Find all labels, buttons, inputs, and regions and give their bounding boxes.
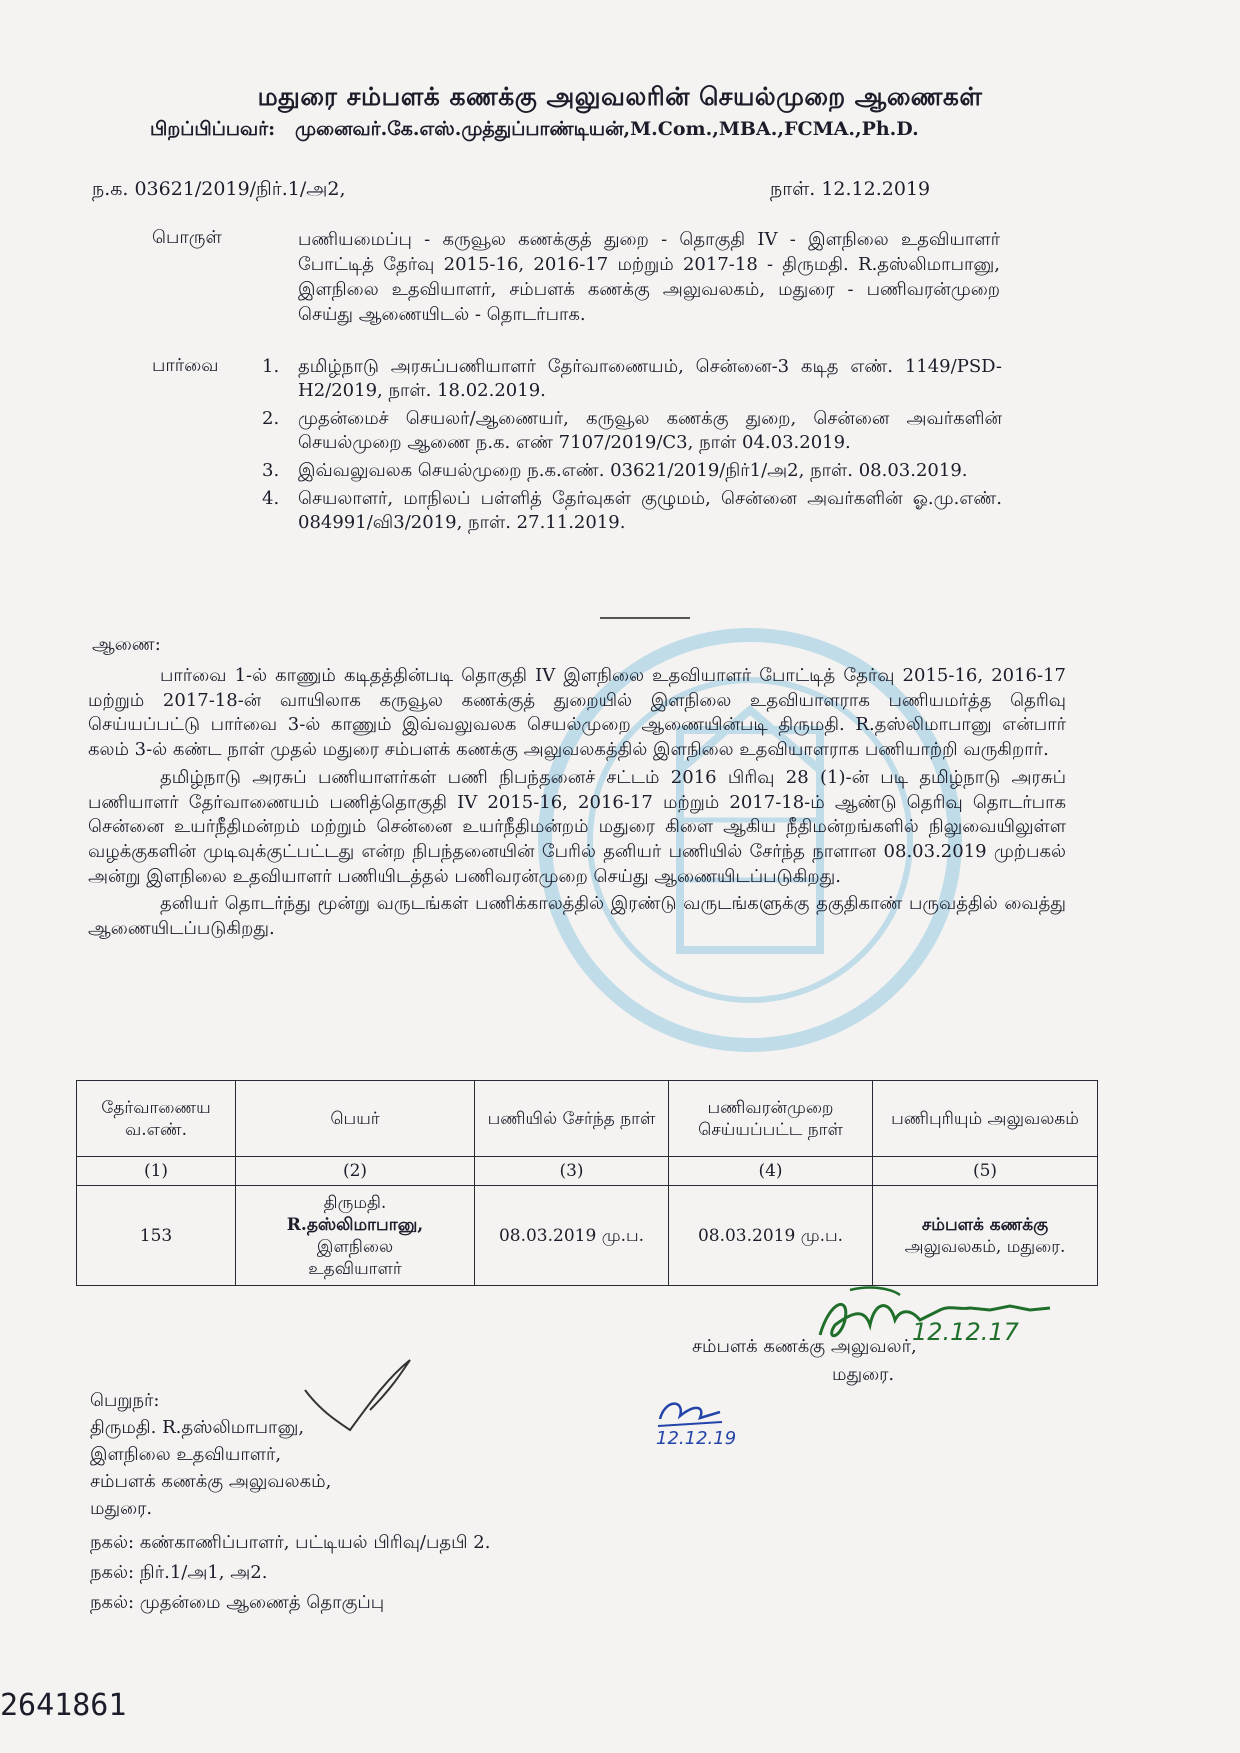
- copy-line: நகல்: நிர்.1/அ1, அ2.: [90, 1562, 268, 1583]
- header-regularised: பணிவரன்முறை செய்யப்பட்ட நாள்: [669, 1081, 873, 1157]
- header-office: பணிபுரியும் அலுவலகம்: [873, 1081, 1098, 1157]
- document-heading: மதுரை சம்பளக் கணக்கு அலுவலரின் செயல்முறை ஆணைகள்: [257, 82, 983, 111]
- col-number: (2): [236, 1157, 475, 1186]
- recipient-label: பெறுநர்:: [90, 1390, 160, 1411]
- table-colnum-row: [77, 1157, 1098, 1186]
- subject-label: பொருள்: [152, 227, 222, 248]
- col-number: (3): [475, 1157, 669, 1186]
- cell-name: திருமதி. R.தஸ்லிமாபானு, இளநிலை உதவியாளர்: [236, 1186, 475, 1286]
- reference-item: 1. தமிழ்நாடு அரசுப்பணியாளர் தேர்வாணையம், சென்னை-3 கடித எண். 1149/PSD-H2/2019, நாள். 18.02.2019.: [262, 356, 1002, 401]
- signature-date: 12.12.17: [912, 1318, 1019, 1346]
- recipient-block: [90, 1387, 331, 1522]
- references-label: பார்வை: [152, 355, 219, 376]
- order-body: [88, 664, 1066, 945]
- recipient-line: இளநிலை உதவியாளர்,: [90, 1444, 282, 1465]
- initials-date: 12.12.19: [656, 1428, 737, 1449]
- header-serial: தேர்வாணைய வ.எண்.: [77, 1081, 236, 1157]
- issuer-label: பிறப்பிப்பவர்:: [150, 118, 276, 140]
- reference-item: 3. இவ்வலுவலக செயல்முறை ந.க.எண். 03621/2019/நிர்1/அ2, நாள். 08.03.2019.: [262, 460, 968, 481]
- issuer-line: [150, 118, 919, 143]
- copies-list: [90, 1528, 490, 1618]
- cell-regularised-date: 08.03.2019 மு.ப.: [669, 1186, 873, 1286]
- header-joined: பணியில் சேர்ந்த நாள்: [475, 1081, 669, 1157]
- col-number: (1): [77, 1157, 236, 1186]
- cell-office: சம்பளக் கணக்கு அலுவலகம், மதுரை.: [873, 1186, 1098, 1286]
- regularisation-table: [76, 1080, 1098, 1286]
- order-paragraph: தமிழ்நாடு அரசுப் பணியாளர்கள் பணி நிபந்தனைச் சட்டம் 2016 பிரிவு 28 (1)-ன் படி தமிழ்நாடு அரசுப் பணியாளர் தேர்வாணையம் பணித்தொகுதி IV 2015-16, 2016-17 மற்றும் 2017-18-ம் ஆண்டு தெரிவு தொடர்பாக சென்னை உயர்நீதிமன்றம் மற்றும் சென்னை உயர்நீதிமன்றம் மதுரை கிளை ஆகிய நீதிமன்றங்களில் நிலுவையிலுள்ள வழக்குகளின் முடிவுக்குட்பட்டது என்ற நிபந்தனையின் பேரில் தனியர் பணியில் சேர்ந்த நாளான 08.03.2019 முற்பகல் அன்று இளநிலை உதவியாளர் பணியிடத்தல் பணிவரன்முறை செய்து ஆணையிடப்படுகிறது.: [88, 766, 1066, 887]
- signatory-title: சம்பளக் கணக்கு அலுவலர்,: [692, 1336, 917, 1357]
- table-row: [77, 1186, 1098, 1286]
- reference-item: 2. முதன்மைச் செயலர்/ஆணையர், கருவூல கணக்கு துறை, சென்னை அவர்களின் செயல்முறை ஆணை ந.க. எண் 7107/2019/C3, நாள் 04.03.2019.: [262, 408, 1002, 453]
- header-name: பெயர்: [236, 1081, 475, 1157]
- document-number: 2641861: [0, 1688, 127, 1723]
- subject-text: பணியமைப்பு - கருவூல கணக்குத் துறை - தொகுதி IV - இளநிலை உதவியாளர் போட்டித் தேர்வு 2015-16, 2016-17 மற்றும் 2017-18 - திருமதி. R.தஸ்லிமாபானு, இளநிலை உதவியாளர், சம்பளக் கணக்கு அலுவலகம், மதுரை - பணிவரன்முறை செய்து ஆணையிடல் - தொடர்பாக.: [298, 229, 1000, 325]
- copy-line: நகல்: முதன்மை ஆணைத் தொகுப்பு: [90, 1592, 385, 1613]
- section-divider: [600, 617, 690, 619]
- signatory-place: மதுரை.: [832, 1364, 895, 1385]
- col-number: (4): [669, 1157, 873, 1186]
- recipient-line: மதுரை.: [90, 1498, 153, 1519]
- references-list: [262, 355, 1002, 539]
- order-label: ஆணை:: [92, 634, 161, 655]
- order-paragraph: பார்வை 1-ல் காணும் கடிதத்தின்படி தொகுதி IV இளநிலை உதவியாளர் போட்டித் தேர்வு 2015-16, 2016-17 மற்றும் 2017-18-ன் வாயிலாக கருவூல கணக்குத் துறையில் இளநிலை உதவியாளராக பணியமர்த்த தெரிவு செய்யப்பட்டு பார்வை 3-ல் காணும் இவ்வலுவலக செயல்முறை ஆணையின்படி திருமதி. R.தஸ்லிமாபானு என்பார் கலம் 3-ல் கண்ட நாள் முதல் மதுரை சம்பளக் கணக்கு அலுவலகத்தில் இளநிலை உதவியாளராக பணியாற்றி வருகிறார்.: [88, 665, 1066, 761]
- cell-serial: 153: [77, 1186, 236, 1286]
- recipient-line: சம்பளக் கணக்கு அலுவலகம்,: [90, 1471, 332, 1492]
- cell-joined-date: 08.03.2019 மு.ப.: [475, 1186, 669, 1286]
- order-paragraph: தனியர் தொடர்ந்து மூன்று வருடங்கள் பணிக்காலத்தில் இரண்டு வருடங்களுக்கு தகுதிகாண் பருவத்தில் வைத்து ஆணையிடப்படுகிறது.: [88, 893, 1066, 940]
- document-date: நாள். 12.12.2019: [770, 178, 931, 200]
- copy-line: நகல்: கண்காணிப்பாளர், பட்டியல் பிரிவு/பதபி 2.: [90, 1532, 491, 1553]
- col-number: (5): [873, 1157, 1098, 1186]
- reference-item: 4. செயலாளர், மாநிலப் பள்ளித் தேர்வுகள் குழுமம், சென்னை அவர்களின் ஓ.மு.எண். 084991/வி3/2019, நாள். 27.11.2019.: [262, 488, 1002, 533]
- recipient-line: திருமதி. R.தஸ்லிமாபானு,: [90, 1417, 305, 1438]
- reference-number: ந.க. 03621/2019/நிர்.1/அ2,: [92, 178, 346, 200]
- issuer-name: முனைவர்.கே.எஸ்.முத்துப்பாண்டியன்,M.Com.,MBA.,FCMA.,Ph.D.: [295, 118, 919, 140]
- table-header-row: [77, 1081, 1098, 1157]
